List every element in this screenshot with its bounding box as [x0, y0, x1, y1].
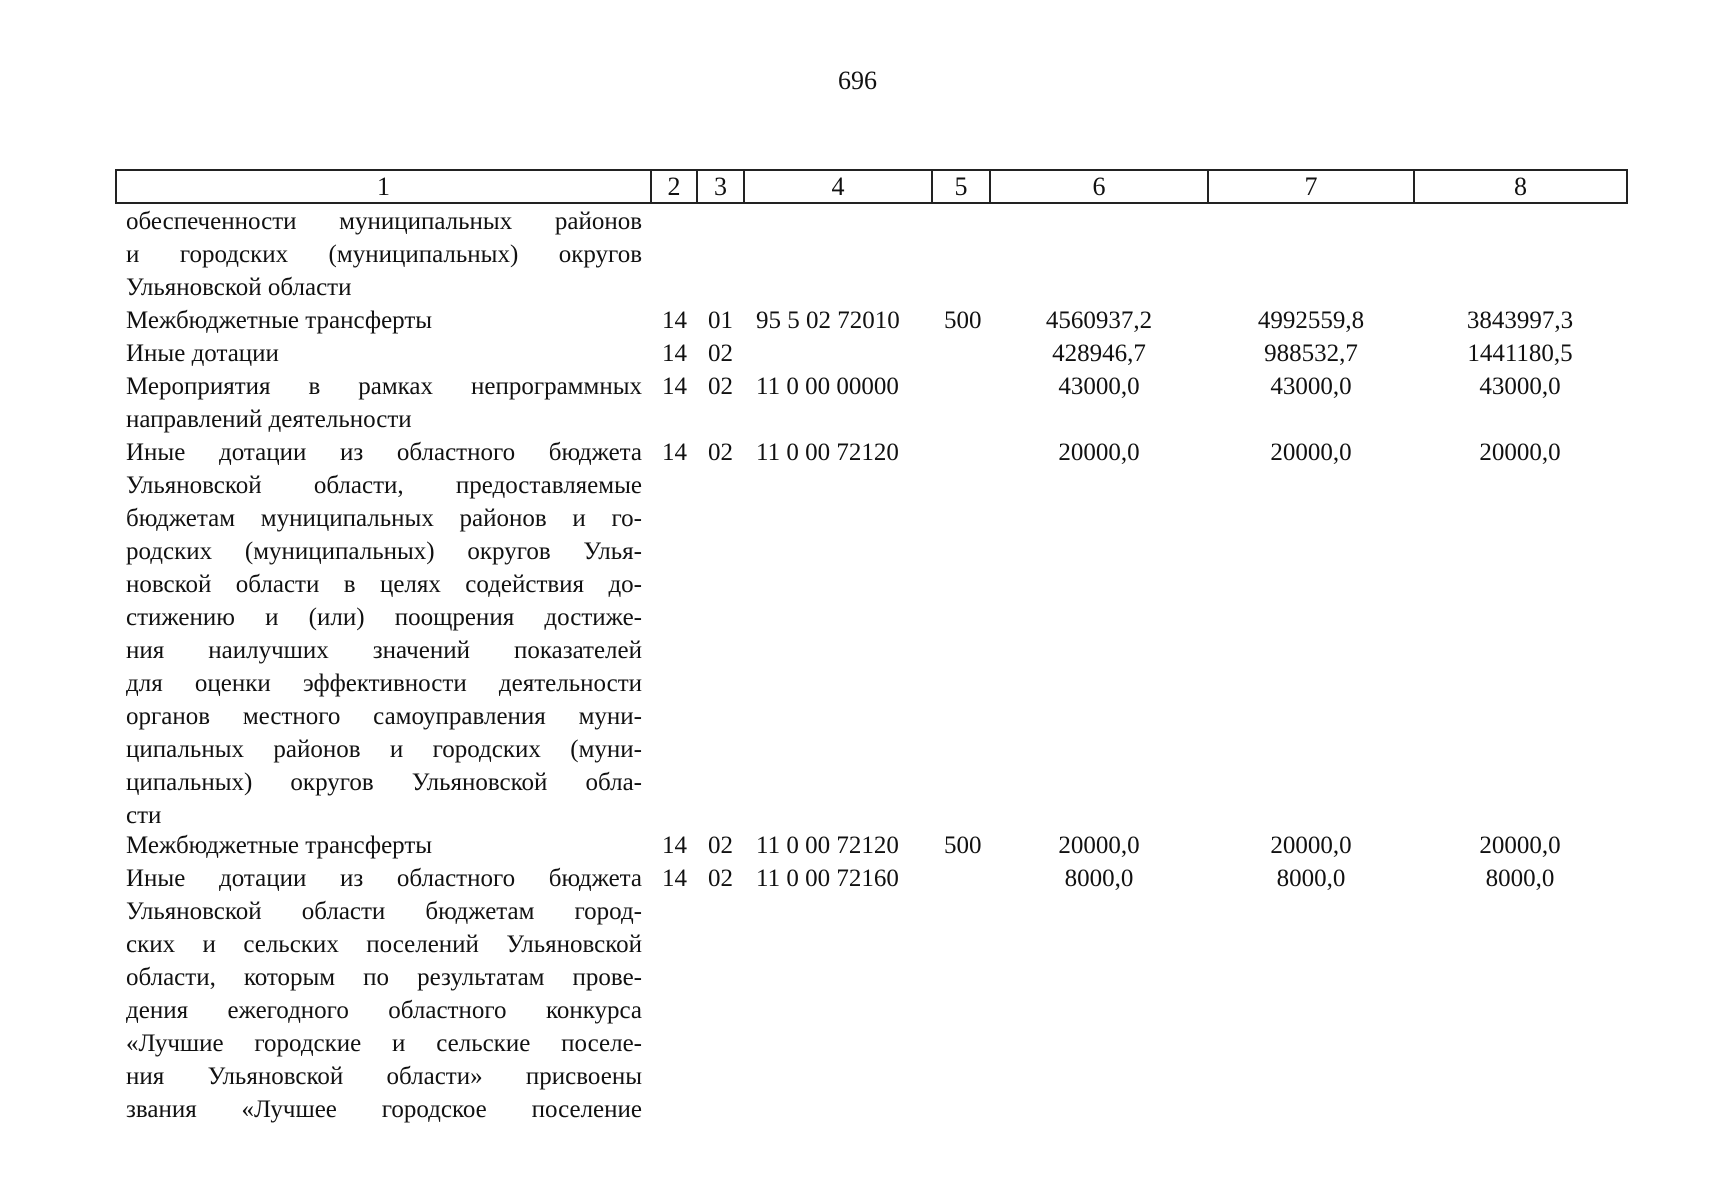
amount-col-7: 20000,0: [1270, 439, 1352, 466]
section-code: 14: [662, 373, 687, 400]
amount-col-6: 43000,0: [1058, 373, 1140, 400]
amount-col-6: 20000,0: [1058, 832, 1140, 859]
header-col-2: 2: [651, 170, 697, 203]
row-description: Мероприятия в рамках непрограммных направлений деятельности: [126, 373, 642, 433]
row-description: Иные дотации из областного бюджета Ульяновской области, предоставляемые бюджетам муниципальных районов и го- родских (муниципальных) округов Улья- новской области в целях содействия до- стижению и (или) поощрения достиже- ния наилучших значений показателей для оценки эффективности деятельности органов местного самоуправления муни- ципальных районов и городских (муни- ципальных) округов Ульяновской обла- сти: [126, 439, 642, 829]
header-col-6: 6: [990, 170, 1208, 203]
target-article-code: 11 0 00 72160: [756, 865, 899, 892]
subsection-code: 02: [708, 340, 733, 367]
subsection-code: 02: [708, 439, 733, 466]
header-col-4: 4: [744, 170, 932, 203]
amount-col-7: 8000,0: [1276, 865, 1346, 892]
row-description: обеспеченности муниципальных районов и городских (муниципальных) округов Ульяновской области: [126, 208, 642, 301]
amount-col-6: 20000,0: [1058, 439, 1140, 466]
amount-col-8: 3843997,3: [1466, 307, 1574, 334]
column-number-header: [115, 169, 1628, 204]
row-description: Межбюджетные трансферты: [126, 832, 433, 859]
section-code: 14: [662, 307, 687, 334]
amount-col-8: 20000,0: [1479, 439, 1561, 466]
header-col-3: 3: [697, 170, 744, 203]
header-col-7: 7: [1208, 170, 1414, 203]
amount-col-8: 20000,0: [1479, 832, 1561, 859]
section-code: 14: [662, 340, 687, 367]
target-article-code: 11 0 00 00000: [756, 373, 899, 400]
row-description: Межбюджетные трансферты: [126, 307, 433, 334]
amount-col-8: 43000,0: [1479, 373, 1561, 400]
row-description: Иные дотации из областного бюджета Ульяновской области бюджетам город- ских и сельских поселений Ульяновской области, которым по результатам прове- дения ежегодного областного конкурса «Лучшие городские и сельские поселе- ния Ульяновской области» присвоены звания «Лучшее городское поселение: [126, 865, 642, 1123]
section-code: 14: [662, 439, 687, 466]
header-col-1: 1: [116, 170, 651, 203]
target-article-code: 95 5 02 72010: [756, 307, 900, 334]
amount-col-7: 4992559,8: [1257, 307, 1365, 334]
amount-col-7: 43000,0: [1270, 373, 1352, 400]
amount-col-7: 20000,0: [1270, 832, 1352, 859]
section-code: 14: [662, 832, 687, 859]
amount-col-6: 4560937,2: [1045, 307, 1153, 334]
expense-type-code: 500: [944, 832, 982, 859]
subsection-code: 02: [708, 832, 733, 859]
target-article-code: 11 0 00 72120: [756, 832, 899, 859]
target-article-code: 11 0 00 72120: [756, 439, 899, 466]
amount-col-6: 8000,0: [1064, 865, 1134, 892]
subsection-code: 01: [708, 307, 733, 334]
header-col-8: 8: [1414, 170, 1627, 203]
amount-col-6: 428946,7: [1052, 340, 1146, 367]
subsection-code: 02: [708, 373, 733, 400]
amount-col-7: 988532,7: [1264, 340, 1358, 367]
header-col-5: 5: [932, 170, 990, 203]
amount-col-8: 1441180,5: [1467, 340, 1573, 367]
section-code: 14: [662, 865, 687, 892]
page-number: 696: [838, 66, 877, 95]
expense-type-code: 500: [944, 307, 982, 334]
amount-col-8: 8000,0: [1485, 865, 1555, 892]
subsection-code: 02: [708, 865, 733, 892]
row-description: Иные дотации: [126, 340, 279, 367]
